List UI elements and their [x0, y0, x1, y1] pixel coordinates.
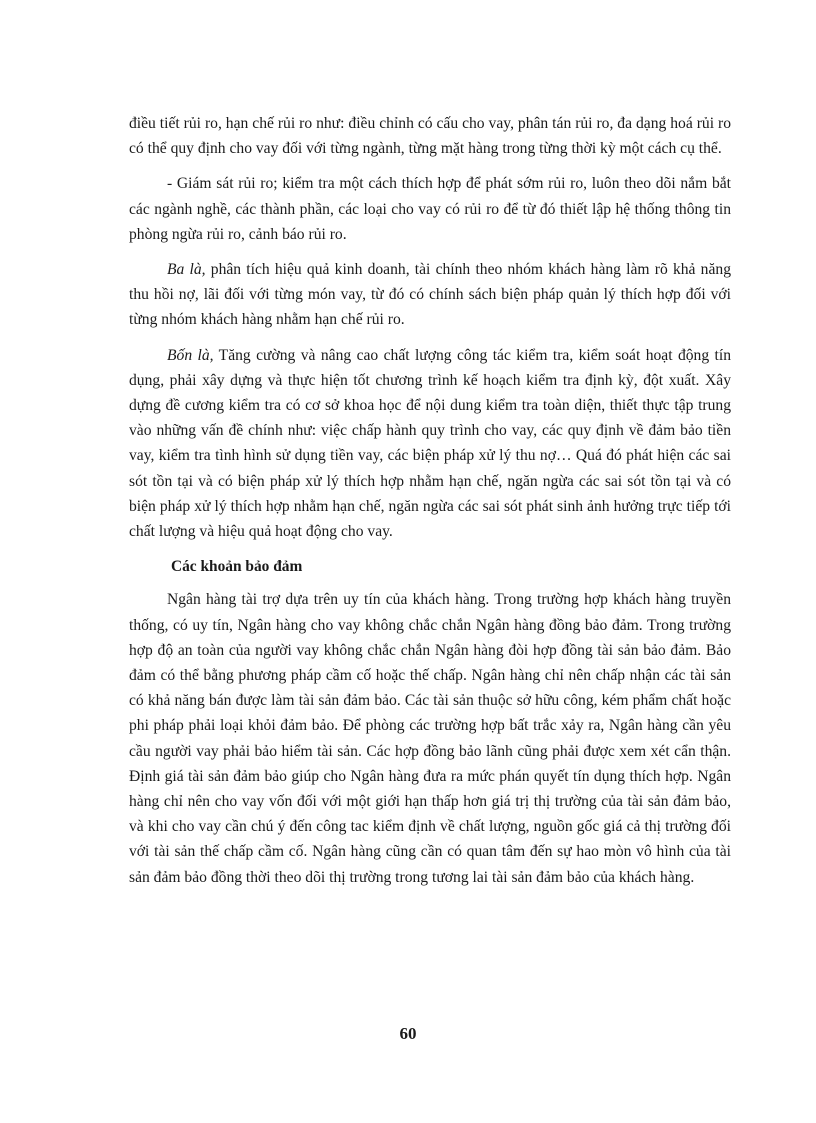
document-page: [129, 111, 731, 900]
paragraph-text: - Giám sát rủi ro; kiểm tra một cách thích hợp để phát sớm rủi ro, luôn theo dõi nắm bắt các ngành nghề, các thành phần, các loại cho vay có rủi ro để từ đó thiết lập hệ thống thông tin phòng ngừa rủi ro, cảnh báo rủi ro.: [129, 175, 731, 243]
paragraph-lead: Bốn là,: [167, 346, 214, 364]
page-number: 60: [399, 1024, 417, 1043]
paragraph-text: điều tiết rủi ro, hạn chế rủi ro như: điều chỉnh có cấu cho vay, phân tán rủi ro, đa dạng hoá rủi ro có thể quy định cho vay đối với từng ngành, từng mặt hàng trong từng thời kỳ một cách cụ thể.: [129, 115, 731, 158]
paragraph-fourth: [129, 343, 731, 545]
paragraph-text: Tăng cường và nâng cao chất lượng công tác kiểm tra, kiểm soát hoạt động tín dụng, phải xây dựng và thực hiện tốt chương trình kế hoạch kiểm tra định kỳ, đột xuất. Xây dựng đề cương kiểm tra có cơ sở khoa học để nội dung kiểm tra toàn diện, thiết thực tập trung vào những vấn đề chính như: việc chấp hành quy trình cho vay, các quy định về đảm bảo tiền vay, kiểm tra tình hình sử dụng tiền vay, các biện pháp xử lý thu nợ… Quá đó phát hiện các sai sót tồn tại và có biện pháp xử lý thích hợp nhằm hạn chế, ngăn ngừa các sai sót tồn tại và có biện pháp xử lý thích hợp nhằm hạn chế, ngăn ngừa các sai sót phát sinh ảnh hưởng trực tiếp tới chất lượng và hiệu quả hoạt động cho vay.: [129, 346, 732, 541]
paragraph-collateral: Ngân hàng tài trợ dựa trên uy tín của khách hàng. Trong trường hợp khách hàng truyền thống, có uy tín, Ngân hàng cho vay không chắc chắn Ngân hàng đồng bảo đảm. Trong trường hợp độ an toàn của người vay không chắc chắn Ngân hàng đòi hợp đồng tài sản bảo đảm. Bảo đảm có thể bằng phương pháp cầm cố hoặc thế chấp. Ngân hàng chỉ nên chấp nhận các tài sản có khả năng bán được làm tài sản đảm bảo. Các tài sản thuộc sở hữu công, kém phẩm chất hoặc phi pháp phải loại khỏi đảm bảo. Để phòng các trường hợp bất trắc xảy ra, Ngân hàng cần yêu cầu người vay phải bảo hiểm tài sản. Các hợp đồng bảo lãnh cũng phải được xem xét cẩn thận. Định giá tài sản đảm bảo giúp cho Ngân hàng đưa ra mức phán quyết tín dụng thích hợp. Ngân hàng chỉ nên cho vay vốn đối với một giới hạn thấp hơn giá trị thị trường của tài sản đảm bảo, và khi cho vay cần chú ý đến công tac kiểm định về chất lượng, nguồn gốc giá cả thị trường đối với tài sản thế chấp cầm cố. Ngân hàng cũng cần có quan tâm đến sự hao mòn vô hình của tài sản đảm bảo đồng thời theo dõi thị trường trong tương lai tài sản đảm bảo của khách hàng.: [129, 591, 731, 886]
paragraph-third: [129, 257, 731, 333]
paragraph-lead: Ba là,: [167, 261, 206, 279]
paragraph-risk-monitoring: [129, 171, 731, 247]
paragraph-text: phân tích hiệu quả kinh doanh, tài chính theo nhóm khách hàng làm rõ khả năng thu hồi nợ, lãi đối với từng món vay, từ đó có chính sách biện pháp quản lý thích hợp đối với từng nhóm khách hàng nhằm hạn chế rủi ro.: [129, 261, 731, 329]
paragraph-risk-regulation: [129, 111, 731, 161]
section-heading: Các khoản bảo đảm: [171, 558, 303, 576]
